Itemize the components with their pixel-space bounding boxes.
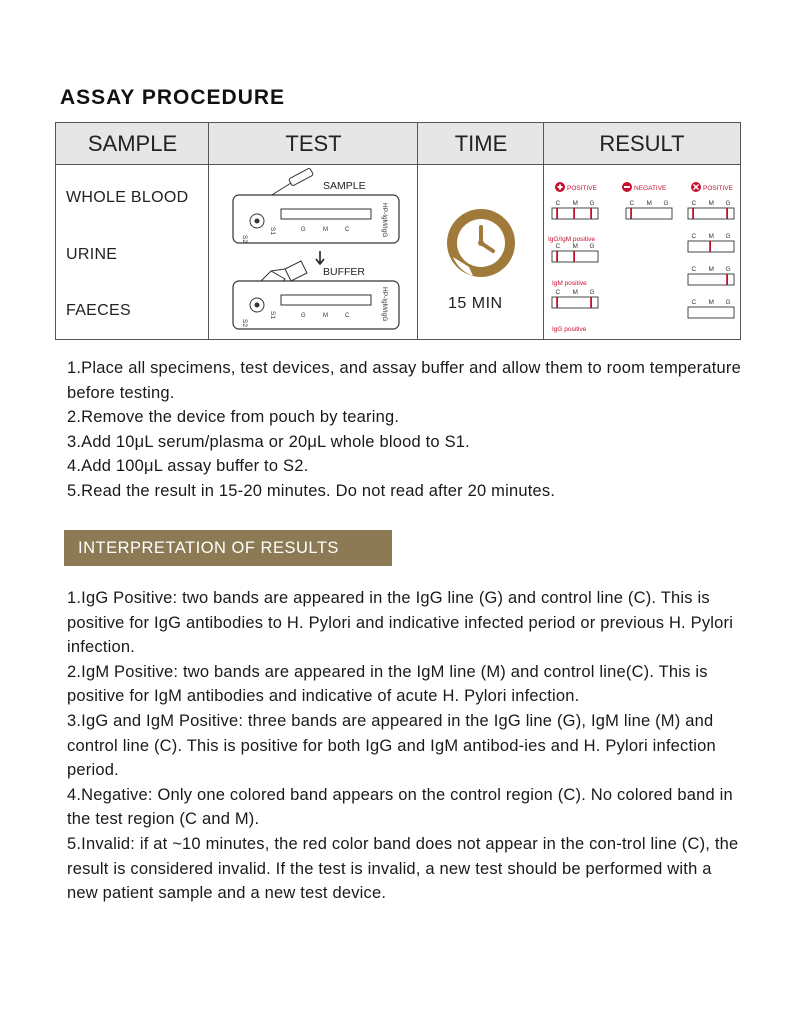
interp-5: 5.Invalid: if at ~10 minutes, the red color band does not appear in the con-trol line (C), the result is considered invalid. If the test is invalid, a new test should be performed with a new patient sample and a new test device.	[67, 834, 739, 903]
strip-letter: M	[708, 200, 714, 207]
strip-band	[556, 252, 558, 262]
test-device-illustration	[209, 165, 417, 340]
device-id-label: HP-IgM/IgG	[381, 203, 388, 238]
interpretation-list	[67, 586, 742, 906]
strip-invalid-3	[688, 266, 734, 285]
interp-2: 2.IgM Positive: two bands are appeared in the IgM line (M) and control line(C). This is positive for IgM antibodies and indicative of acute H. Pylori infection.	[67, 662, 708, 706]
strip-band	[709, 242, 711, 252]
interp-4: 4.Negative: Only one colored band appears on the control region (C). No colored band in the test region (C and M).	[67, 785, 733, 829]
step-4: 4.Add 100μL assay buffer to S2.	[67, 457, 309, 475]
page-title: ASSAY PROCEDURE	[60, 86, 286, 109]
strip-band	[556, 298, 558, 308]
legend-positive: POSITIVE	[567, 185, 597, 192]
port-s2-label-2: S2	[241, 319, 248, 327]
strip-letter: G	[725, 299, 731, 306]
strip-letter: G	[589, 200, 595, 207]
strip-window	[626, 208, 672, 219]
strip-letter: M	[572, 200, 578, 207]
strip-igg-igm	[552, 200, 598, 219]
strip-letter: M	[708, 266, 714, 273]
strip-letter: C	[555, 243, 561, 250]
strip-igg	[552, 289, 598, 308]
strip-letter: C	[691, 266, 697, 273]
line-c-label-2: C	[345, 313, 350, 319]
strip-invalid-2	[688, 233, 734, 252]
strip-band	[573, 252, 575, 262]
legend-invalid: POSITIVE	[703, 185, 733, 192]
interp-1: 1.IgG Positive: two bands are appeared in the IgG line (G) and control line (C). This is positive for IgG antibodies to H. Pylori and indicative infected period or previous H. Pylori infection.	[67, 589, 734, 657]
step-2: 2.Remove the device from pouch by tearing.	[67, 408, 400, 426]
step-1: 1.Place all specimens, test devices, and assay buffer and allow them to room temperature before testing.	[67, 359, 741, 402]
strip-letter: C	[629, 200, 635, 207]
sample-faeces: FAECES	[66, 302, 131, 319]
step-3: 3.Add 10μL serum/plasma or 20μL whole blood to S1.	[67, 432, 470, 451]
legend-negative: NEGATIVE	[634, 185, 667, 192]
strip-letter: G	[725, 266, 731, 273]
strip-band	[726, 209, 728, 219]
step-5: 5.Read the result in 15-20 minutes. Do not read after 20 minutes.	[67, 481, 556, 500]
strip-igm	[552, 243, 598, 262]
strip-letter: M	[708, 299, 714, 306]
strip-band	[590, 298, 592, 308]
strip-letter: G	[589, 243, 595, 250]
sample-urine: URINE	[66, 246, 118, 263]
strip-letter: G	[589, 289, 595, 296]
strip-band	[590, 209, 592, 219]
positive-icon	[555, 182, 565, 192]
strip-letter: M	[708, 233, 714, 240]
strip-letter: G	[663, 200, 669, 207]
procedure-steps	[67, 356, 747, 503]
buffer-label: BUFFER	[323, 266, 365, 278]
strip-band	[556, 209, 558, 219]
strip-band	[726, 275, 728, 285]
strip-letter: M	[646, 200, 652, 207]
header-result: RESULT	[544, 123, 740, 165]
caption-igg-igm: IgG/IgM positive	[548, 236, 595, 243]
strip-band	[692, 209, 694, 219]
clock-icon	[443, 205, 519, 281]
result-illustration	[544, 165, 740, 340]
result-strips	[552, 200, 734, 318]
pipette-icon	[267, 168, 313, 198]
time-value: 15 MIN	[448, 295, 503, 312]
test-cassette-bottom	[233, 281, 399, 329]
line-m-label-2: M	[323, 313, 328, 319]
negative-icon	[622, 182, 632, 192]
caption-igm: IgM positive	[552, 280, 587, 287]
line-c-label: C	[345, 227, 350, 233]
strip-band	[630, 209, 632, 219]
assay-procedure-table	[55, 122, 741, 340]
caption-igg: IgG positive	[552, 326, 587, 333]
line-m-label: M	[323, 227, 328, 233]
strip-band	[573, 209, 575, 219]
interp-3: 3.IgG and IgM Positive: three bands are appeared in the IgG line (G), IgM line (M) and control line (C). This is positive for both IgG and IgM antibod-ies and H. Pylori infection period.	[67, 711, 716, 780]
strip-letter: C	[691, 233, 697, 240]
strip-window	[688, 307, 734, 318]
interpretation-heading: INTERPRETATION OF RESULTS	[64, 530, 392, 566]
strip-letter: G	[725, 233, 731, 240]
strip-letter: C	[555, 200, 561, 207]
header-test: TEST	[209, 123, 418, 165]
line-g-label: G	[301, 227, 306, 233]
strip-letter: C	[555, 289, 561, 296]
line-g-label-2: G	[301, 313, 306, 319]
test-cassette-top	[233, 195, 399, 243]
strip-letter: M	[572, 243, 578, 250]
strip-negative	[626, 200, 672, 219]
device-id-label-2: HP-IgM/IgG	[381, 287, 388, 322]
strip-letter: C	[691, 200, 697, 207]
strip-invalid-1	[688, 200, 734, 219]
invalid-icon	[691, 182, 701, 192]
header-time: TIME	[418, 123, 544, 165]
port-s1-label: S1	[269, 227, 276, 235]
strip-letter: C	[691, 299, 697, 306]
port-s1-label-2: S1	[269, 311, 276, 319]
sample-label: SAMPLE	[323, 180, 366, 192]
sample-whole-blood: WHOLE BLOOD	[66, 189, 189, 206]
strip-invalid-4	[688, 299, 734, 318]
arrow-down-icon	[316, 251, 324, 264]
strip-letter: M	[572, 289, 578, 296]
port-s2-label: S2	[241, 235, 248, 243]
header-sample: SAMPLE	[56, 123, 209, 165]
strip-letter: G	[725, 200, 731, 207]
